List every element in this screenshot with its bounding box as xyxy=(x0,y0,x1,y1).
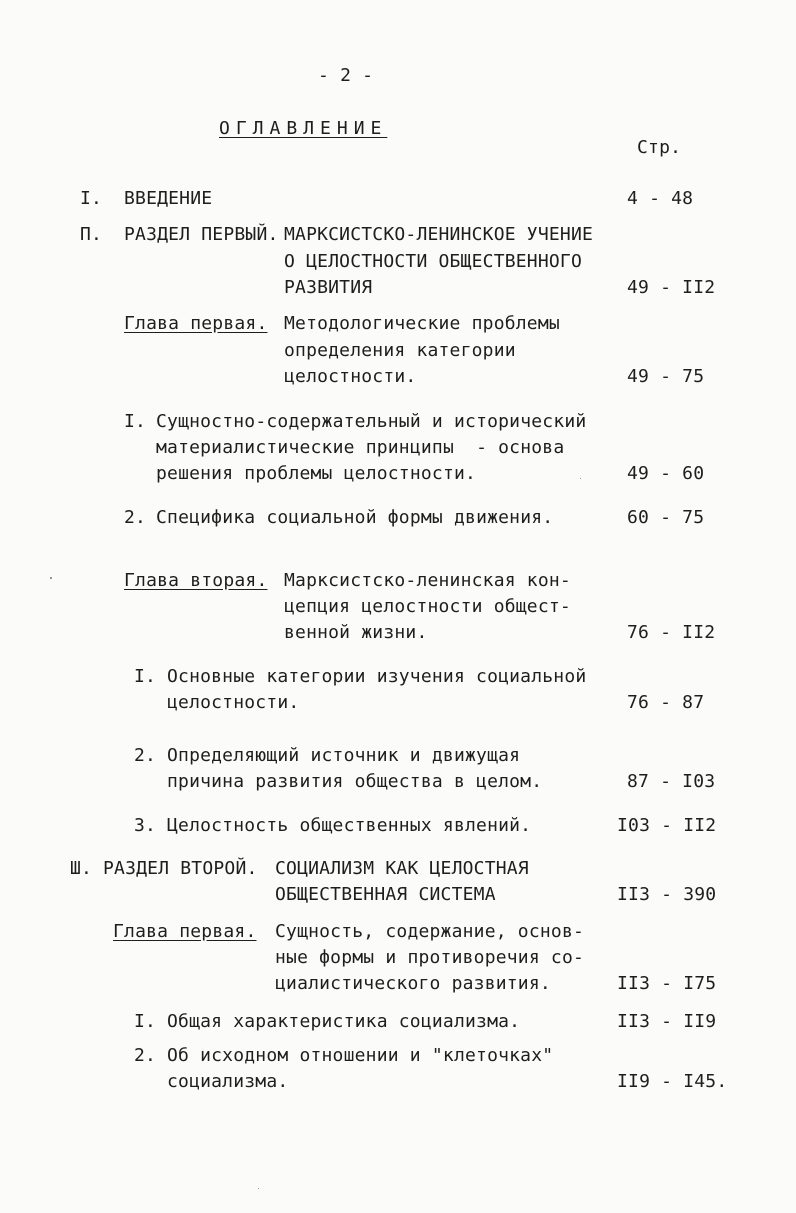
chapter-title-line: циалистического развития. xyxy=(275,973,551,994)
item-line: Общая характеристика социализма. xyxy=(167,1011,521,1032)
entry-title-line: РАЗВИТИЯ xyxy=(284,277,373,298)
entry-title-line: СОЦИАЛИЗМ КАК ЦЕЛОСТНАЯ xyxy=(275,858,529,879)
entry-number: Ш. xyxy=(70,858,93,879)
item-line: материалистические принципы - основа xyxy=(156,437,565,458)
page-column-header: Стр. xyxy=(637,137,682,158)
item-line: Сущностно-содержательный и исторический xyxy=(156,411,587,432)
item-number: I. xyxy=(134,666,157,687)
item-pages: 76 - 87 xyxy=(627,692,705,713)
chapter-title-line: целостности. xyxy=(284,366,417,387)
chapter-label: Глава вторая. xyxy=(124,570,268,591)
item-number: 2. xyxy=(124,507,147,528)
item-pages: 60 - 75 xyxy=(627,507,705,528)
item-line: социализма. xyxy=(167,1071,289,1092)
chapter-pages: II3 - I75 xyxy=(617,973,717,994)
chapter-title-line: определения категории xyxy=(284,340,516,361)
item-number: I. xyxy=(124,411,147,432)
chapter-pages: 49 - 75 xyxy=(627,366,705,387)
scan-speck xyxy=(580,478,581,479)
item-pages: 49 - 60 xyxy=(627,463,705,484)
entry-pages: 49 - II2 xyxy=(627,277,716,298)
chapter-title-line: венной жизни. xyxy=(284,622,428,643)
page-number: - 2 - xyxy=(318,65,374,86)
entry-title-line: О ЦЕЛОСТНОСТИ ОБЩЕСТВЕННОГО xyxy=(284,251,582,272)
item-number: 3. xyxy=(134,815,157,836)
chapter-title-line: Методологические проблемы xyxy=(284,313,560,334)
entry-title: ВВЕДЕНИЕ xyxy=(124,188,213,209)
entry-pages: II3 - 390 xyxy=(617,884,717,905)
scan-speck xyxy=(50,577,52,579)
item-line: Основные категории изучения социальной xyxy=(167,666,587,687)
chapter-title-line: Сущность, содержание, основ- xyxy=(275,921,585,942)
entry-number: П. xyxy=(80,224,103,245)
item-number: 2. xyxy=(134,745,157,766)
entry-pages: 4 - 48 xyxy=(627,188,694,209)
entry-title-line: ОБЩЕСТВЕННАЯ СИСТЕМА xyxy=(275,884,496,905)
chapter-title-line: Марксистско-ленинская кон- xyxy=(284,570,571,591)
entry-label: РАЗДЕЛ ВТОРОЙ. xyxy=(103,858,258,879)
item-number: I. xyxy=(134,1011,157,1032)
item-number: 2. xyxy=(134,1045,157,1066)
item-line: целостности. xyxy=(167,692,300,713)
item-pages: II9 - I45. xyxy=(617,1071,728,1092)
item-line: Об исходном отношении и "клеточках" xyxy=(167,1045,554,1066)
item-line: решения проблемы целостности. xyxy=(156,463,477,484)
item-line: причина развития общества в целом. xyxy=(167,771,543,792)
chapter-pages: 76 - II2 xyxy=(627,622,716,643)
chapter-label: Глава первая. xyxy=(124,313,268,334)
entry-number: I. xyxy=(80,188,103,209)
entry-title-line: МАРКСИСТСКО-ЛЕНИНСКОЕ УЧЕНИЕ xyxy=(284,224,594,245)
toc-title: ОГЛАВЛЕНИЕ xyxy=(219,118,388,139)
item-pages: I03 - II2 xyxy=(617,815,717,836)
item-pages: 87 - I03 xyxy=(627,771,716,792)
chapter-title-line: ные формы и противоречия со- xyxy=(275,947,585,968)
scan-speck xyxy=(258,1188,259,1189)
item-line: Специфика социальной формы движения. xyxy=(156,507,554,528)
entry-label: РАЗДЕЛ ПЕРВЫЙ. xyxy=(124,224,279,245)
chapter-label: Глава первая. xyxy=(113,921,257,942)
item-pages: II3 - II9 xyxy=(617,1011,717,1032)
chapter-title-line: цепция целостности общест- xyxy=(284,596,571,617)
item-line: Определяющий источник и движущая xyxy=(167,745,521,766)
item-line: Целостность общественных явлений. xyxy=(167,815,532,836)
